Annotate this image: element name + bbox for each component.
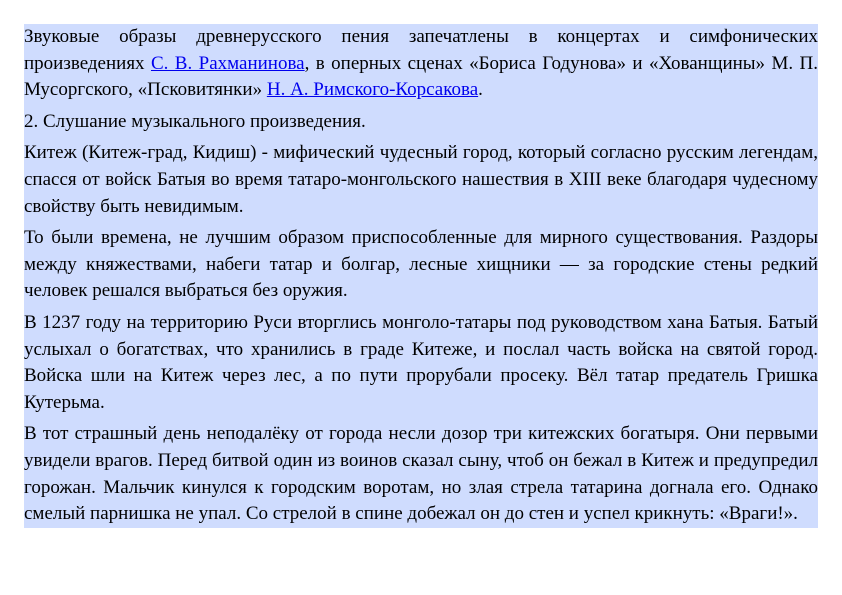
paragraph-times: То были времена, не лучшим образом приспособленные для мирного существования. Раздоры между княжествами, набеги татар и болгар, лесные хищники — за городские стены редкий человек решался выбраться без оружия. — [24, 227, 818, 302]
rimsky-korsakov-link[interactable]: Н. А. Римского-Корсакова — [266, 79, 479, 101]
paragraph-kitezh-definition: Китеж (Китеж-град, Кидиш) - мифический чудесный город, который согласно русским легендам, спасся от войск Батыя во время татаро-монгольского нашествия в XIII веке благодаря чудесному свойству быть невидимым. — [24, 142, 818, 217]
paragraph-warriors: В тот страшный день неподалёку от города несли дозор три китежских богатыря. Они первыми увидели врагов. Перед битвой один из воинов сказал сыну, чтоб он бежал в Китеж и предупредил горожан. Мальчик кинулся к городским воротам, но злая стрела татарина догнала его. Однако смелый парнишка не упал. Со стрелой в спине добежал он до стен и успел крикнуть: «Враги!». — [24, 423, 818, 525]
paragraph-composers-text-middle: , в оперных сценах «Бориса Годунова» и «Хованщины» М. П. Мусоргского, «Псковитянки» — [24, 52, 818, 101]
paragraph-listening-heading: 2. Слушание музыкального произведения. — [24, 110, 366, 132]
paragraph-composers — [24, 24, 818, 104]
rachmaninov-link[interactable]: С. В. Рахманинова — [150, 52, 305, 74]
paragraph-composers-text-end: . — [478, 79, 483, 101]
paragraph-invasion: В 1237 году на территорию Руси вторглись монголо-татары под руководством хана Батыя. Батый услыхал о богатствах, что хранились в граде Китеже, и послал часть войска на святой город. Войска шли на Китеж через лес, а по пути прорубали просеку. Вёл татар предатель Гришка Кутерьма. — [24, 311, 818, 413]
paragraph-composers-text-start: Звуковые образы древнерусского пения запечатлены в концертах и симфонических произведениях — [24, 26, 818, 74]
highlighted-text-box — [24, 24, 818, 528]
